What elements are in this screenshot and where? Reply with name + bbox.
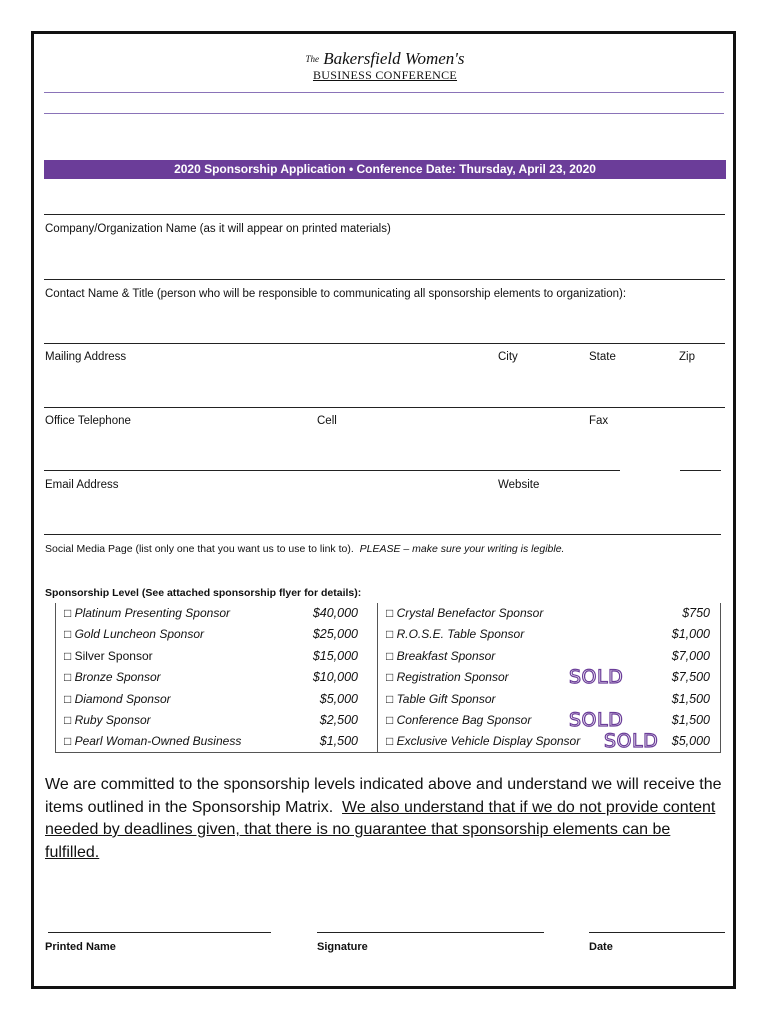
sponsor-option-right[interactable]: □ R.O.S.E. Table Sponsor [386,627,525,642]
table-middle-border [377,603,378,753]
logo-caps: BUSINESS CONFERENCE [312,68,458,82]
sponsor-amount-left: $5,000 [319,691,358,706]
date-line[interactable] [589,932,725,933]
header-divider-2 [44,113,724,114]
social-field-line[interactable] [44,534,721,535]
conference-logo [300,50,470,82]
sponsor-amount-left: $25,000 [312,627,358,642]
logo-script: Bakersfield Women's [323,49,465,68]
date-label: Date [589,941,613,953]
sponsor-amount-right: $5,000 [671,734,710,749]
sponsor-amount-right: $1,000 [671,627,710,642]
sponsor-amount-right: $750 [682,606,710,620]
statement-underlined: We also understand that if we do not provide content needed by deadlines given, that there is no guarantee that sponsorship elements can be fulfilled. [45,798,716,861]
social-label [45,543,564,555]
sponsor-option-right[interactable]: □ Breakfast Sponsor [386,648,496,663]
sponsor-option-left[interactable]: □ Diamond Sponsor [64,691,171,706]
sponsorship-level-title: Sponsorship Level (See attached sponsorship flyer for details): [45,587,362,599]
sponsor-amount-left: $15,000 [312,648,358,663]
city-label: City [498,351,518,363]
company-label: Company/Organization Name (as it will appear on printed materials) [45,223,391,235]
logo-script-line [300,50,470,68]
sponsor-option-right[interactable]: □ Registration Sponsor [386,670,509,685]
sponsor-option-right[interactable]: □ Exclusive Vehicle Display Sponsor [386,734,581,749]
sponsor-amount-left: $10,000 [312,670,358,685]
statement-plain: We are committed to the sponsorship levels indicated above and understand we will receive the items outlined in the Sponsorship Matrix. [45,776,722,816]
contact-field-line[interactable] [44,279,725,280]
sold-stamp: SOLD [569,709,624,731]
sponsor-amount-left: $40,000 [312,606,358,620]
sponsor-option-left[interactable]: □ Gold Luncheon Sponsor [64,627,205,642]
sponsor-amount-right: $1,500 [671,691,710,706]
mailing-label: Mailing Address [45,351,127,363]
cell-label: Cell [317,415,337,427]
sponsor-amount-left: $2,500 [319,713,358,727]
mailing-field-line[interactable] [44,343,725,344]
table-left-border [55,603,56,753]
sponsor-option-right[interactable]: □ Crystal Benefactor Sponsor [386,606,544,620]
contact-label: Contact Name & Title (person who will be responsible to communicating all sponsorship elements to organization): [45,288,627,300]
social-legibility-note: PLEASE – make sure your writing is legible. [359,543,565,555]
commitment-statement [45,774,725,864]
sponsor-amount-right: $1,500 [671,713,710,727]
sponsor-option-left[interactable]: □ Bronze Sponsor [64,670,161,685]
sponsor-option-right[interactable]: □ Conference Bag Sponsor [386,713,532,727]
state-label: State [589,351,616,363]
sponsor-option-left[interactable]: □ Pearl Woman-Owned Business [64,734,242,749]
application-banner: 2020 Sponsorship Application • Conference Date: Thursday, April 23, 2020 [44,160,726,179]
sold-stamp: SOLD [604,730,659,753]
signature-label: Signature [317,941,368,953]
table-right-border [720,603,721,753]
sponsorship-table [55,603,721,753]
printed-name-label: Printed Name [45,941,116,953]
signature-line[interactable] [317,932,544,933]
sponsor-option-left[interactable]: □ Platinum Presenting Sponsor [64,606,231,620]
sponsor-amount-right: $7,000 [671,648,710,663]
company-field-line[interactable] [44,214,725,215]
social-label-main: Social Media Page (list only one that you want us to use to link to). [45,543,354,555]
website-field-line[interactable] [544,470,620,471]
fax-label: Fax [589,415,609,427]
printed-name-line[interactable] [48,932,271,933]
sponsor-option-right[interactable]: □ Table Gift Sponsor [386,691,496,706]
website-field-line-end[interactable] [680,470,721,471]
sponsor-option-left[interactable]: □ Silver Sponsor [64,648,153,663]
sold-stamp: SOLD [569,666,624,689]
sponsor-amount-right: $7,500 [671,670,710,685]
zip-label: Zip [679,351,695,363]
logo-prefix: The [305,54,319,64]
sponsor-option-left[interactable]: □ Ruby Sponsor [64,713,151,727]
sponsor-amount-left: $1,500 [319,734,358,749]
website-label: Website [498,479,540,491]
email-field-line[interactable] [44,470,544,471]
header-divider-1 [44,92,724,93]
office-phone-label: Office Telephone [45,415,131,427]
email-label: Email Address [45,479,119,491]
phone-field-line[interactable] [44,407,725,408]
